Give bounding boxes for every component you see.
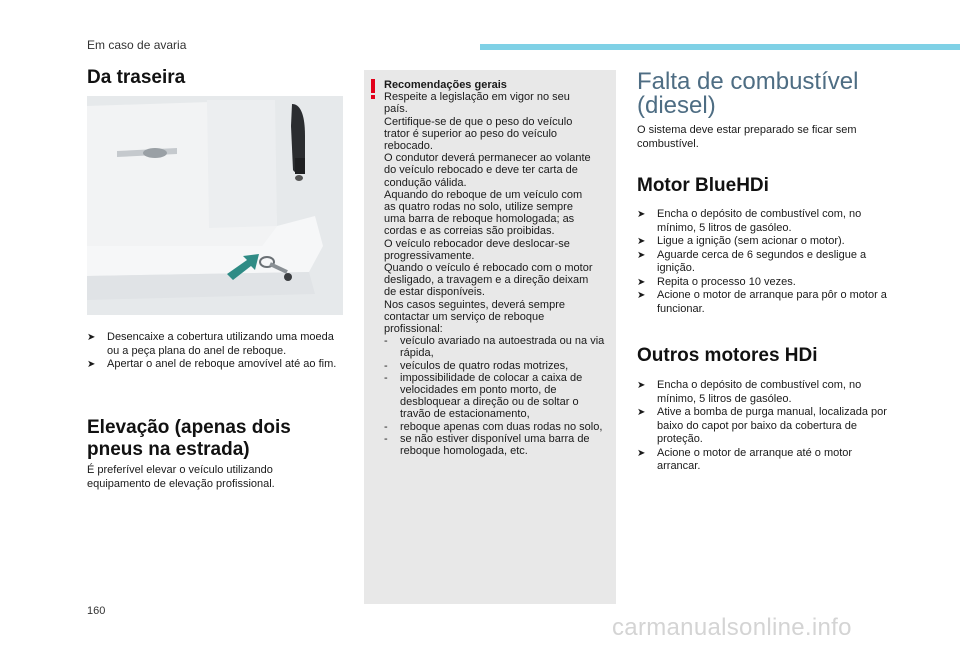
lift-text: É preferível elevar o veículo utilizando equipamento de elevação profissional. — [87, 464, 275, 490]
dash-item: - reboque apenas com duas rodas no solo, — [384, 420, 603, 433]
header-accent-bar — [480, 44, 960, 50]
recommendations-line: do veículo rebocado e deve ter carta de — [384, 164, 578, 177]
recommendations-line: profissional: — [384, 323, 443, 336]
hdi-steps-list — [637, 379, 887, 474]
list-item: ➤ Acione o motor de arranque para pôr o motor a funcionar. — [637, 289, 887, 315]
recommendations-line: desligado, a travagem e a direção deixam — [384, 274, 589, 287]
recommendations-line: progressivamente. — [384, 249, 475, 262]
dash-item: - impossibilidade de colocar a caixa de velocidades em ponto morto, de desbloquear a direção ou de soltar o travão de estacionamento, — [384, 371, 583, 421]
section-title-bluehdi: Motor BlueHDi — [637, 175, 769, 196]
page-number: 160 — [87, 605, 106, 617]
recommendations-line: cordas e as correias são proibidas. — [384, 225, 555, 238]
list-item: ➤ Aguarde cerca de 6 segundos e desligue a ignição. — [637, 248, 867, 274]
section-title-fuel: Falta de combustível (diesel) — [637, 68, 859, 119]
recommendations-line: país. — [384, 103, 408, 116]
recommendations-content — [384, 79, 612, 457]
list-item: ➤ Apertar o anel de reboque amovível até ao fim. — [87, 358, 337, 370]
recommendations-line: rebocado. — [384, 140, 433, 153]
dash-item: - veículo avariado na autoestrada ou na via rápida, — [384, 335, 605, 360]
list-item: ➤ Encha o depósito de combustível com, no mínimo, 5 litros de gasóleo. — [637, 379, 862, 405]
recommendations-line: O veículo rebocador deve deslocar-se — [384, 237, 570, 250]
recommendations-line: condução válida. — [384, 176, 467, 189]
recommendations-line: as quatro rodas no solo, utilize sempre — [384, 201, 573, 214]
towing-photo — [87, 96, 343, 315]
exclamation-icon — [368, 78, 378, 100]
recommendations-line: Respeite a legislação em vigor no seu — [384, 91, 570, 104]
recommendations-line: uma barra de reboque homologada; as — [384, 213, 575, 226]
recommendations-line: Quando o veículo é rebocado com o motor — [384, 262, 593, 275]
list-item: ➤ Acione o motor de arranque até o motor arrancar. — [637, 446, 853, 472]
section-header: Em caso de avaria — [87, 38, 187, 52]
bluehdi-steps-list — [637, 208, 887, 316]
section-title-rear: Da traseira — [87, 67, 186, 88]
arrow-bullet-icon: ➤ — [637, 276, 646, 288]
arrow-bullet-icon: ➤ — [637, 209, 646, 220]
list-item: ➤ Ative a bomba de purga manual, localizada por baixo do capot por baixo da cobertura de proteção. — [637, 406, 887, 445]
recommendations-line: Nos casos seguintes, deverá sempre — [384, 298, 565, 311]
list-item: ➤ Desencaixe a cobertura utilizando uma moeda ou a peça plana do anel de reboque. — [87, 331, 334, 357]
section-title-other-hdi: Outros motores HDi — [637, 345, 818, 366]
recommendations-line: contactar um serviço de reboque — [384, 310, 545, 323]
arrow-bullet-icon: ➤ — [87, 332, 96, 343]
general-recommendations-box — [364, 70, 616, 604]
section-title-lift: Elevação (apenas dois pneus na estrada) — [87, 417, 291, 460]
dash-item: - veículos de quatro rodas motrizes, — [384, 359, 569, 372]
towing-illustration — [87, 96, 343, 315]
arrow-bullet-icon: ➤ — [637, 407, 646, 418]
list-item: ➤ Repita o processo 10 vezes. — [637, 275, 796, 288]
list-item: ➤ Ligue a ignição (sem acionar o motor). — [637, 235, 845, 247]
arrow-bullet-icon: ➤ — [637, 447, 646, 459]
recommendations-line: O condutor deverá permanecer ao volante — [384, 152, 591, 165]
recommendations-line: de estar disponíveis. — [384, 286, 485, 299]
arrow-bullet-icon: ➤ — [637, 290, 646, 301]
dash-item: - se não estiver disponível uma barra de reboque homologada, etc. — [384, 432, 590, 458]
recommendations-line: Aquando do reboque de um veículo com — [384, 188, 583, 201]
arrow-bullet-icon: ➤ — [637, 236, 646, 247]
recommendations-line: trator é superior ao peso do veículo — [384, 127, 558, 140]
recommendations-title: Recomendações gerais — [384, 79, 507, 91]
list-item: ➤ Encha o depósito de combustível com, no mínimo, 5 litros de gasóleo. — [637, 208, 862, 234]
fuel-intro: O sistema deve estar preparado se ficar sem combustível. — [637, 124, 857, 150]
arrow-bullet-icon: ➤ — [637, 380, 646, 391]
arrow-bullet-icon: ➤ — [637, 249, 646, 261]
watermark: carmanualsonline.info — [612, 614, 852, 641]
rear-steps-list — [87, 331, 349, 372]
recommendations-line: Certifique-se de que o peso do veículo — [384, 115, 573, 128]
arrow-bullet-icon: ➤ — [87, 359, 96, 370]
